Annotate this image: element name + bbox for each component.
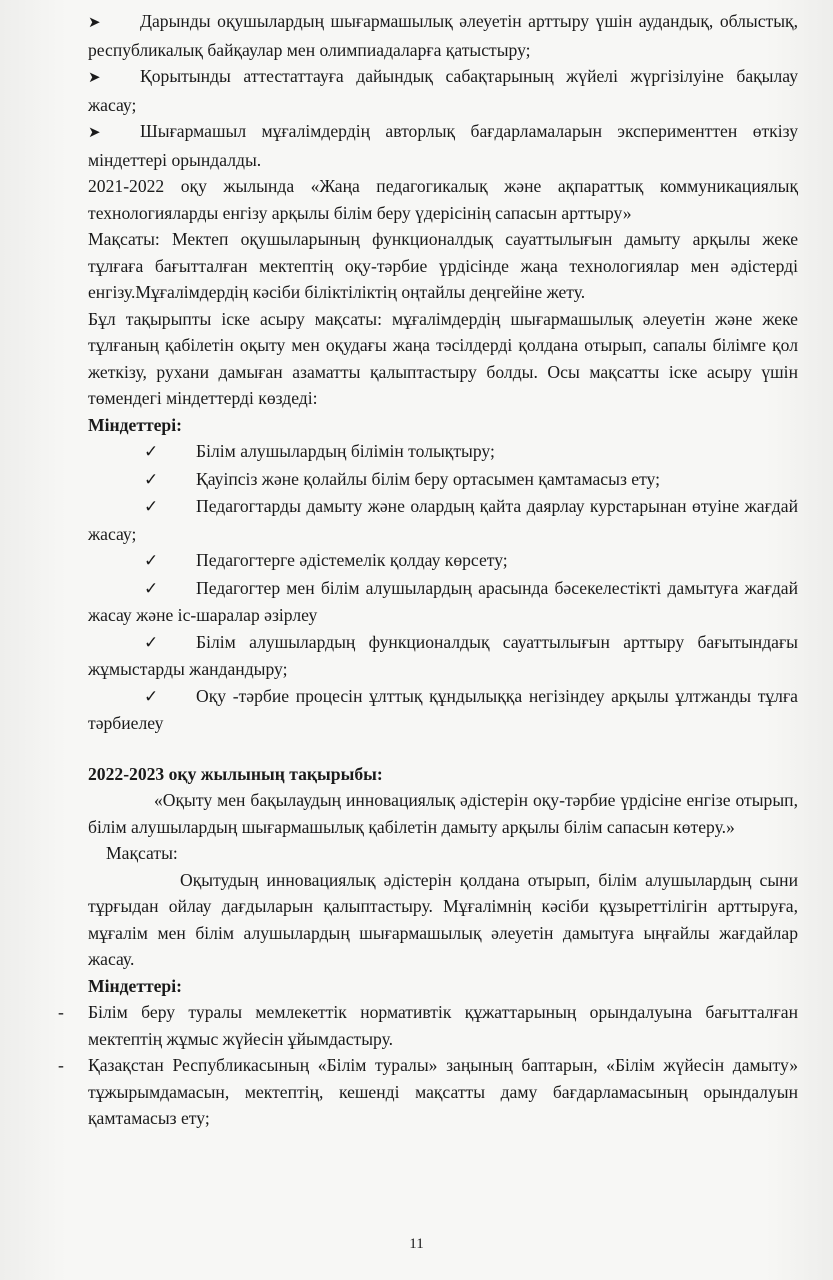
- check-bullet-icon: ✓: [144, 686, 159, 706]
- dash-bullet-icon: -: [58, 1055, 64, 1075]
- topic-2022: «Оқыту мен бақылаудың инновациялық әдістерін оқу-тәрбие үрдісіне енгізе отырып, білім алушылардың шығармашылық қабілетін дамыту арқылы білім сапасын көтеру.»: [88, 790, 798, 837]
- check-bullet-icon: ✓: [144, 497, 159, 516]
- list-item: ✓ Педагогтарды дамыту және олардың қайта даярлау курстарынан өтуіне жағдай жасау;: [88, 496, 798, 544]
- tasks-heading: Міндеттері:: [88, 975, 182, 996]
- check-bullet-icon: ✓: [144, 469, 159, 489]
- spacer: [88, 737, 798, 761]
- purpose-2021: Бұл тақырыпты іске асыру мақсаты: мұғалімдердің шығармашылық әлеуетін және жеке тұлғаның қабілетін оқыту мен оқудағы жаңа тәсілдерді қолдана отырып, сапалы білімге қол жеткізу, рухани дамыған азаматты қалыптастыру болды. Осы мақсатты іске асыру үшін төмендегі міндеттерді көздеді:: [88, 308, 798, 408]
- list-item: - Қазақстан Республикасының «Білім туралы» заңының баптарын, «Білім жүйесін дамыту» тұжырымдамасын, мектептің, кешенді мақсатты даму бағдарламасының орындалуын қамтамасыз ету;: [88, 1052, 798, 1132]
- list-item: ✓ Білім алушылардың білімін толықтыру;: [88, 438, 798, 466]
- check-bullet-icon: ✓: [144, 442, 159, 461]
- list-item: ✓ Педагогтерге әдістемелік қолдау көрсету;: [88, 547, 798, 575]
- arrow-bullet-icon: ➤: [88, 15, 101, 31]
- list-item: ✓ Педагогтер мен білім алушылардың арасында бәсекелестікті дамытуға жағдай жасау және іс-шаралар әзірлеу: [88, 577, 798, 625]
- list-item: ✓ Білім алушылардың функционалдық сауаттылығын арттыру бағытындағы жұмыстарды жандандыру;: [88, 631, 798, 679]
- list-item: ✓ Қауіпсіз және қолайлы білім беру ортасымен қамтамасыз ету;: [88, 466, 798, 494]
- aim-2021: Мақсаты: Мектеп оқушыларының функционалдық сауаттылығын дамыту арқылы жеке тұлғаға бағытталған мектептің оқу-тәрбие үрдісінде жаңа технологиялар мен әдістерді енгізу.Мұғалімдердің кәсіби біліктіліктің оңтайлы деңгейіне жету.: [88, 229, 798, 302]
- topic-2022-heading: 2022-2023 оқу жылының тақырыбы:: [88, 763, 383, 784]
- aim-2022-label: Мақсаты:: [106, 843, 178, 863]
- list-item: ➤ Дарынды оқушылардың шығармашылық әлеуетін арттыру үшін аудандық, облыстық, республикалық байқаулар мен олимпиадаларға қатыстыру;: [88, 11, 798, 60]
- check-bullet-icon: ✓: [144, 632, 159, 652]
- page-number: 11: [409, 1236, 424, 1252]
- list-item: ➤ Шығармашыл мұғалімдердің авторлық бағдарламаларын эксперименттен өткізу міндеттері орындалды.: [88, 121, 798, 170]
- tasks-heading: Міндеттері:: [88, 414, 182, 435]
- document-body: [58, 8, 798, 1132]
- check-bullet-icon: ✓: [144, 551, 159, 570]
- aim-2022: Оқытудың инновациялық әдістерін қолдана отырып, білім алушылардың сыни тұрғыдан ойлау дағдыларын қалыптастыру. Мұғалімнің кәсіби құзыреттілігін арттыруға, мұғалім мен білім алушылардың шығармашылық әлеуетін дамытуға ыңғайлы жағдайлар жасау.: [88, 869, 798, 969]
- list-item: - Білім беру туралы мемлекеттік нормативтік құжаттарының орындалуына бағытталған мектептің жұмыс жүйесін ұйымдастыру.: [88, 999, 798, 1052]
- arrow-bullet-icon: ➤: [88, 125, 101, 141]
- list-item: ✓ Оқу -тәрбие процесін ұлттық құндылыққа негізіндеу арқылы ұлтжанды тұлға тәрбиелеу: [88, 685, 798, 733]
- check-bullet-icon: ✓: [144, 578, 159, 598]
- year-2021-topic: 2021-2022 оқу жылында «Жаңа педагогикалық және ақпараттық коммуникациялық технологияларды енгізу арқылы білім беру үдерісінің сапасын арттыру»: [88, 176, 798, 223]
- dash-bullet-icon: -: [58, 1002, 64, 1022]
- list-item: ➤ Қорытынды аттестаттауға дайындық сабақтарының жүйелі жүргізілуіне бақылау жасау;: [88, 66, 798, 115]
- arrow-bullet-icon: ➤: [88, 70, 101, 86]
